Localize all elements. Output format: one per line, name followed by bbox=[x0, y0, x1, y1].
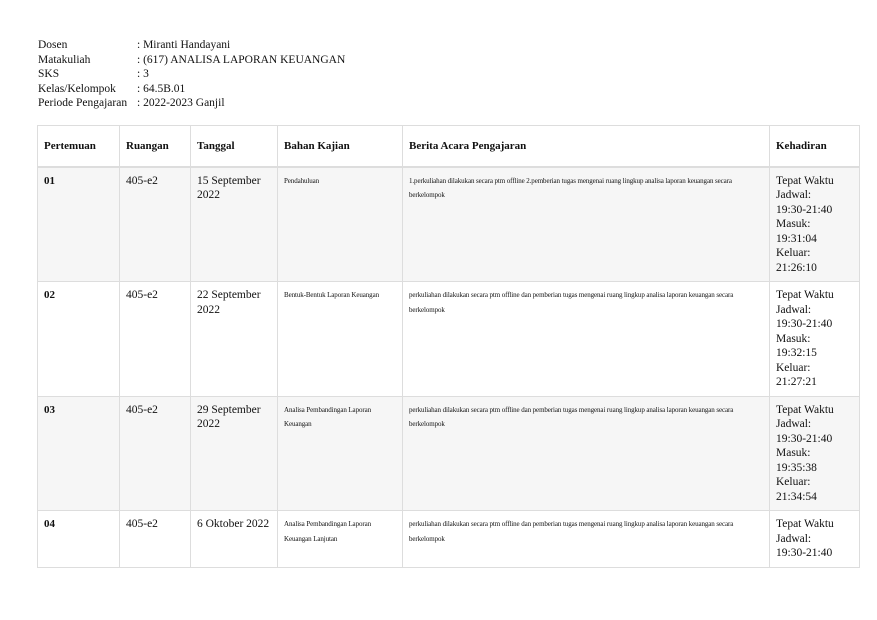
attendance-keluar: 21:26:10 bbox=[776, 261, 817, 274]
cell-bahan-kajian: Analisa Pembandingan Laporan Keuangan Lanjutan bbox=[278, 511, 403, 568]
cell-ruangan: 405-e2 bbox=[120, 396, 191, 511]
attendance-masuk-label: Masuk: bbox=[776, 447, 811, 459]
table-row bbox=[38, 396, 860, 511]
attendance-jadwal-label: Jadwal: bbox=[776, 418, 812, 430]
cell-pertemuan: 01 bbox=[38, 167, 120, 282]
info-row-matakuliah bbox=[38, 53, 345, 68]
cell-ruangan: 405-e2 bbox=[120, 282, 191, 397]
attendance-jadwal: 19:30-21:40 bbox=[776, 547, 833, 559]
cell-tanggal: 29 September 2022 bbox=[191, 396, 278, 511]
attendance-status: Tepat Waktu bbox=[776, 403, 834, 416]
attendance-masuk-label: Masuk: bbox=[776, 332, 811, 345]
cell-kehadiran bbox=[770, 396, 860, 511]
attendance-masuk: 19:31:04 bbox=[776, 232, 817, 245]
cell-pertemuan: 04 bbox=[38, 511, 120, 568]
info-row-sks bbox=[38, 67, 345, 82]
info-row-periode bbox=[38, 96, 345, 111]
attendance-jadwal-label: Jadwal: bbox=[776, 532, 812, 545]
table-header-row bbox=[38, 126, 860, 167]
header-ruangan: Ruangan bbox=[120, 126, 191, 167]
header-kehadiran: Kehadiran bbox=[770, 126, 860, 167]
info-value: : (617) ANALISA LAPORAN KEUANGAN bbox=[137, 53, 346, 66]
info-value: : 64.5B.01 bbox=[137, 82, 186, 95]
attendance-jadwal: 19:30-21:40 bbox=[776, 203, 833, 216]
cell-berita-acara: perkuliahan dilakukan secara ptm offline dan pemberian tugas mengenai ruang lingkup analisa laporan keuangan secara berkelompok bbox=[403, 396, 770, 511]
info-row-dosen bbox=[38, 38, 345, 53]
info-value: : Miranti Handayani bbox=[137, 39, 231, 51]
attendance-masuk-label: Masuk: bbox=[776, 218, 811, 230]
course-info bbox=[38, 38, 345, 111]
cell-bahan-kajian: Analisa Pembandingan Laporan Keuangan bbox=[278, 396, 403, 511]
attendance-status: Tepat Waktu bbox=[776, 518, 834, 530]
info-row-kelas bbox=[38, 82, 345, 97]
info-label: Dosen bbox=[38, 39, 68, 51]
table-row bbox=[38, 282, 860, 397]
attendance-jadwal: 19:30-21:40 bbox=[776, 432, 833, 445]
attendance-keluar-label: Keluar: bbox=[776, 476, 811, 488]
cell-ruangan: 405-e2 bbox=[120, 167, 191, 282]
cell-tanggal: 6 Oktober 2022 bbox=[191, 511, 278, 568]
cell-tanggal: 22 September 2022 bbox=[191, 282, 278, 397]
header-pertemuan: Pertemuan bbox=[38, 126, 120, 167]
info-value: : 3 bbox=[137, 68, 149, 81]
info-label: Kelas/Kelompok bbox=[38, 82, 116, 95]
attendance-masuk: 19:35:38 bbox=[776, 461, 817, 474]
attendance-status: Tepat Waktu bbox=[776, 174, 834, 187]
cell-berita-acara: perkuliahan dilakukan secara ptm offline dan pemberian tugas mengenai ruang lingkup analisa laporan keuangan secara berkelompok bbox=[403, 511, 770, 568]
cell-pertemuan: 02 bbox=[38, 282, 120, 397]
cell-berita-acara: 1.perkuliahan dilakukan secara ptm offline 2.pemberian tugas mengenai ruang lingkup analisa laporan keuangan secara berkelompok bbox=[403, 167, 770, 282]
header-tanggal: Tanggal bbox=[191, 126, 278, 167]
header-berita-acara: Berita Acara Pengajaran bbox=[403, 126, 770, 167]
info-value: : 2022-2023 Ganjil bbox=[137, 97, 225, 110]
attendance-keluar: 21:27:21 bbox=[776, 376, 817, 388]
attendance-keluar-label: Keluar: bbox=[776, 247, 811, 259]
info-label: Matakuliah bbox=[38, 53, 91, 66]
cell-bahan-kajian: Bentuk-Bentuk Laporan Keuangan bbox=[278, 282, 403, 397]
cell-tanggal: 15 September 2022 bbox=[191, 167, 278, 282]
attendance-keluar: 21:34:54 bbox=[776, 490, 817, 503]
cell-kehadiran bbox=[770, 167, 860, 282]
table-row bbox=[38, 511, 860, 568]
cell-kehadiran bbox=[770, 282, 860, 397]
cell-ruangan: 405-e2 bbox=[120, 511, 191, 568]
attendance-jadwal: 19:30-21:40 bbox=[776, 318, 833, 330]
attendance-keluar-label: Keluar: bbox=[776, 361, 811, 374]
cell-berita-acara: perkuliahan dilakukan secara ptm offline dan pemberian tugas mengenai ruang lingkup analisa laporan keuangan secara berkelompok bbox=[403, 282, 770, 397]
attendance-jadwal-label: Jadwal: bbox=[776, 303, 812, 316]
header-bahan-kajian: Bahan Kajian bbox=[278, 126, 403, 167]
info-label: SKS bbox=[38, 68, 60, 81]
attendance-masuk: 19:32:15 bbox=[776, 347, 817, 359]
cell-kehadiran bbox=[770, 511, 860, 568]
cell-pertemuan: 03 bbox=[38, 396, 120, 511]
info-label: Periode Pengajaran bbox=[38, 97, 128, 110]
table-row bbox=[38, 167, 860, 282]
attendance-table bbox=[37, 125, 860, 568]
attendance-jadwal-label: Jadwal: bbox=[776, 189, 812, 201]
cell-bahan-kajian: Pendahuluan bbox=[278, 167, 403, 282]
attendance-status: Tepat Waktu bbox=[776, 289, 834, 301]
